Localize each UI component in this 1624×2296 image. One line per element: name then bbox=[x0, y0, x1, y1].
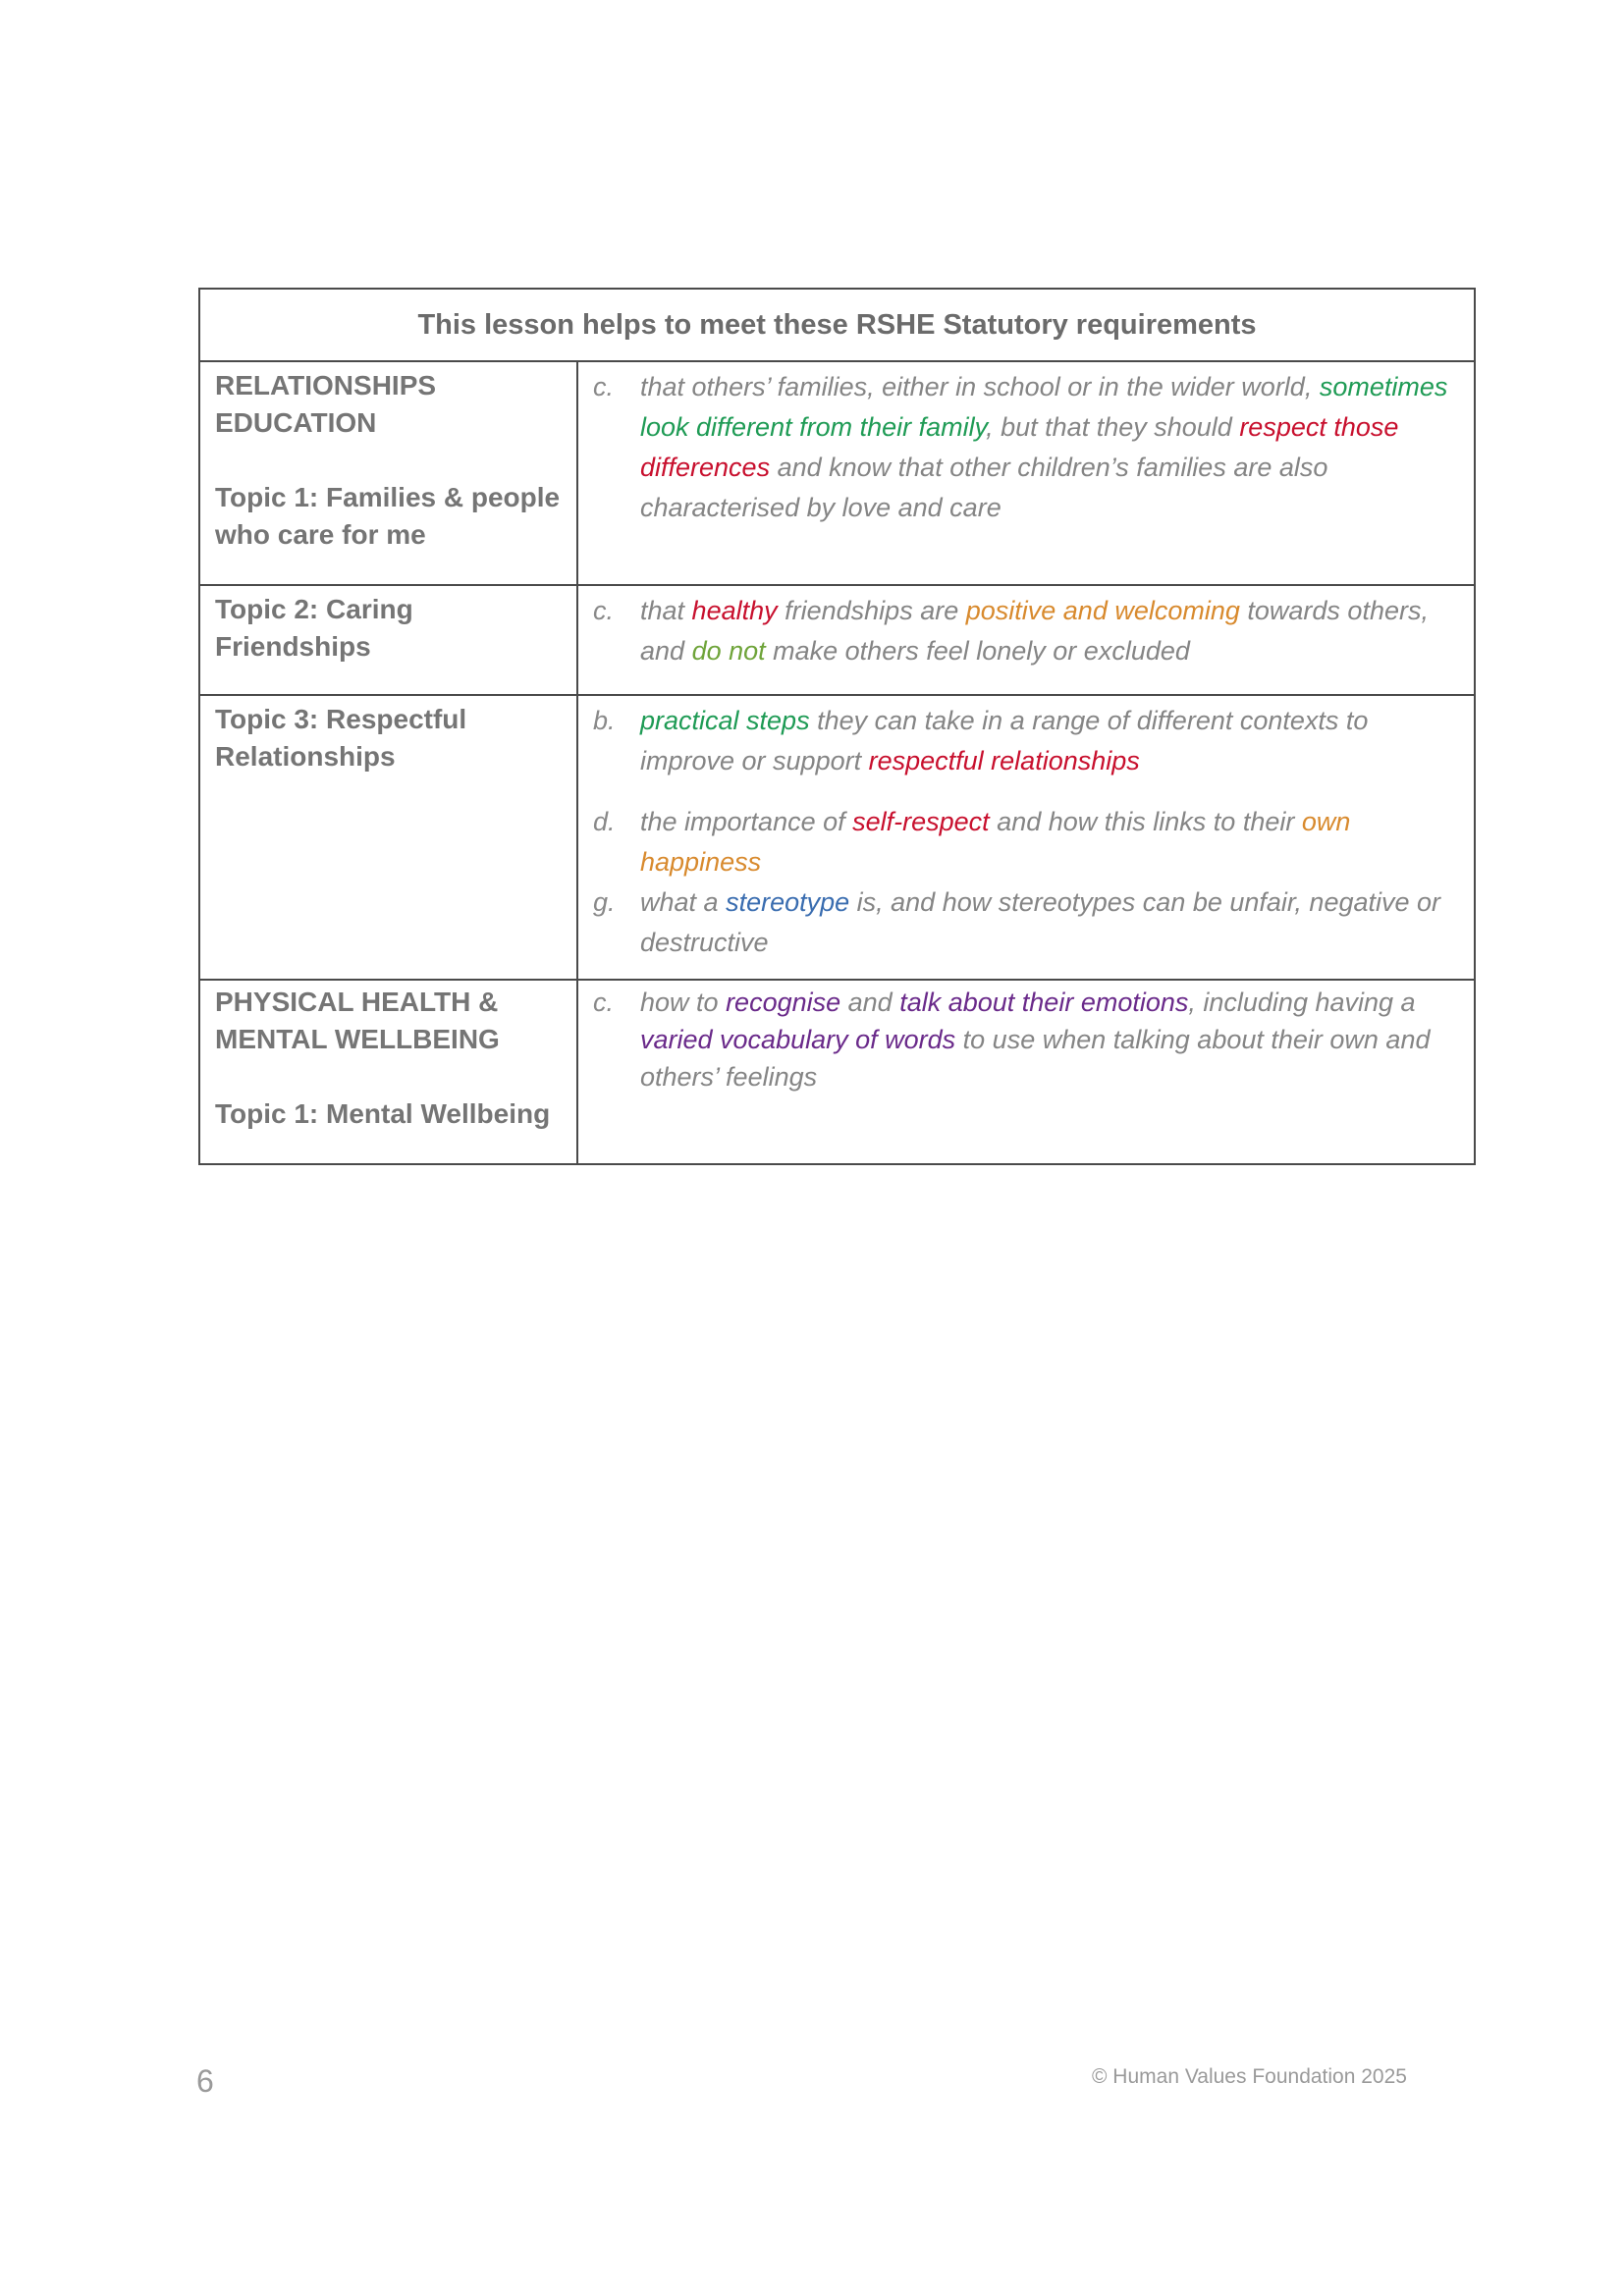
requirement-text: that healthy friendships are positive and welcoming towards others, and do not make others feel lonely or excluded bbox=[640, 596, 1429, 666]
table-header: This lesson helps to meet these RSHE Statutory requirements bbox=[199, 289, 1475, 361]
requirement-text: what a stereotype is, and how stereotypes can be unfair, negative or destructive bbox=[640, 887, 1441, 957]
topic-title: Friendships bbox=[215, 631, 371, 662]
requirement-marker: g. bbox=[593, 887, 616, 917]
topic-title: Topic 2: Caring bbox=[215, 594, 413, 624]
requirement-text: practical steps they can take in a range of different contexts to improve or support respectful relationships bbox=[640, 706, 1369, 775]
copyright-notice: © Human Values Foundation 2025 bbox=[1092, 2065, 1407, 2088]
section-title: RELATIONSHIPS bbox=[215, 370, 437, 400]
row-requirements-cell bbox=[577, 585, 1475, 695]
requirement-marker: c. bbox=[593, 988, 615, 1017]
requirement-item bbox=[593, 701, 1460, 781]
requirement-item bbox=[593, 984, 1460, 1095]
requirement-item bbox=[593, 802, 1460, 882]
section-title: PHYSICAL HEALTH & bbox=[215, 987, 499, 1017]
topic-title: Topic 1: Families & people bbox=[215, 482, 561, 512]
requirement-item bbox=[593, 591, 1460, 671]
requirement-text: that others’ families, either in school or in the wider world, sometimes look different from their family, but that they should respect those differences and know that other children’s families are also characterised by love and care bbox=[640, 372, 1448, 522]
topic-title: Topic 1: Mental Wellbeing bbox=[215, 1098, 551, 1129]
row-requirements-cell bbox=[577, 361, 1475, 585]
section-title: MENTAL WELLBEING bbox=[215, 1024, 500, 1054]
section-title: EDUCATION bbox=[215, 407, 377, 438]
topic-title: Relationships bbox=[215, 741, 396, 772]
table-row bbox=[199, 695, 1475, 980]
requirement-text: the importance of self-respect and how this links to their own happiness bbox=[640, 807, 1351, 877]
requirement-item bbox=[593, 367, 1460, 528]
row-topic-cell bbox=[199, 695, 577, 980]
requirement-marker: d. bbox=[593, 807, 616, 836]
row-requirements-cell bbox=[577, 695, 1475, 980]
table-row bbox=[199, 361, 1475, 585]
rshe-requirements-table bbox=[198, 288, 1476, 1165]
page-number: 6 bbox=[196, 2063, 214, 2099]
requirement-item bbox=[593, 882, 1460, 963]
requirement-text: how to recognise and talk about their emotions, including having a varied vocabulary of words to use when talking about their own and others’ feelings bbox=[640, 988, 1431, 1092]
table-row bbox=[199, 980, 1475, 1164]
row-requirements-cell bbox=[577, 980, 1475, 1164]
topic-title: Topic 3: Respectful bbox=[215, 704, 467, 734]
row-topic-cell bbox=[199, 361, 577, 585]
row-topic-cell bbox=[199, 980, 577, 1164]
requirement-marker: c. bbox=[593, 596, 615, 625]
topic-title: who care for me bbox=[215, 519, 426, 550]
row-topic-cell bbox=[199, 585, 577, 695]
requirement-marker: b. bbox=[593, 706, 616, 735]
requirement-marker: c. bbox=[593, 372, 615, 401]
table-row bbox=[199, 585, 1475, 695]
